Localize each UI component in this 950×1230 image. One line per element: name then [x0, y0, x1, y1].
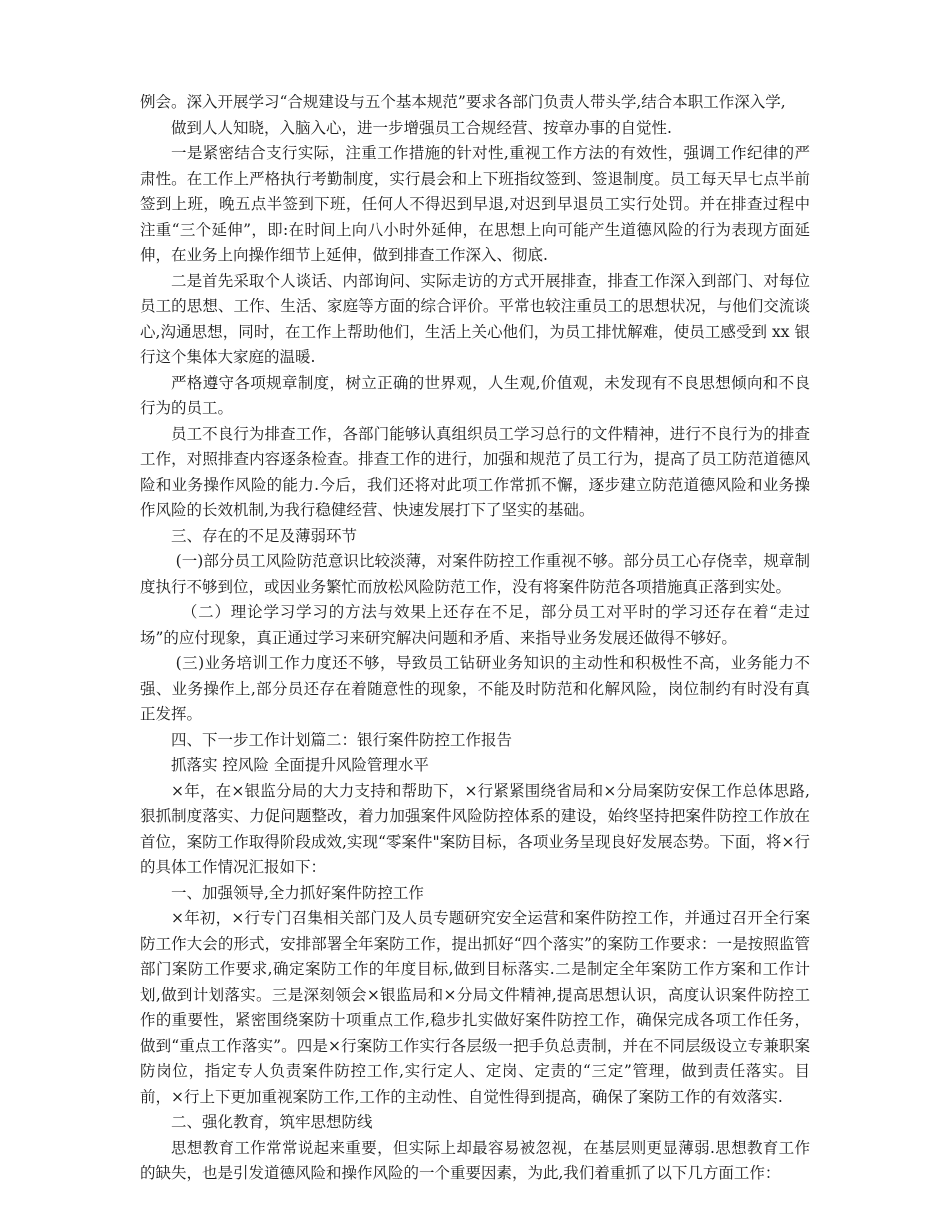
paragraph-6: 员工不良行为排查工作，各部门能够认真组织员工学习总行的文件精神，进行不良行为的排查工作，对照排查内容逐条检查。排查工作的进行，加强和规范了员工行为，提高了员工防范道德风险和业务操作风险的能力.今后，我们还将对此项工作常抓不懈，逐步建立防范道德风险和业务操作风险的长效机制,为我行稳健经营、快速发展打下了坚实的基础。: [140, 424, 810, 519]
section-heading-lead: 一、加强领导,全力抓好案件防控工作: [171, 883, 424, 902]
section-heading-3: 三、存在的不足及薄弱环节: [171, 526, 358, 545]
paragraph-lead: ×年初，×行专门召集相关部门及人员专题研究安全运营和案件防控工作，并通过召开全行案防工作大会的形式，安排部署全年案防工作，提出抓好“四个落实”的案防工作要求：一是按照监管部门案防工作要求,确定案防工作的年度目标,做到目标落实.二是制定全年案防工作方案和工作计划,做到计划落实。三是深刻领会×银监局和×分局文件精神,提高思想认识，高度认识案件防控工作的重要性，紧密围绕案防十项重点工作,稳步扎实做好案件防控工作，确保完成各项工作任务，做到“重点工作落实”。四是×行案防工作实行各层级一把手负总责制，并在不同层级设立专兼职案防岗位，指定专人负责案件防控工作,实行定人、定岗、定责的“三定”管理，做到责任落实。目前，×行上下更加重视案防工作,工作的主动性、自觉性得到提高，确保了案防工作的有效落实.: [140, 909, 810, 1106]
paragraph-weakness-1: (一)部分员工风险防范意识比较淡薄，对案件防控工作重视不够。部分员工心存侥幸，规章制度执行不够到位，或因业务繁忙而放松风险防范工作，没有将案件防范各项措施真正落到实处。: [140, 552, 810, 596]
paragraph-4: 二是首先采取个人谈话、内部询问、实际走访的方式开展排查，排查工作深入到部门、对每位员工的思想、工作、生活、家庭等方面的综合评价。平常也较注重员工的思想状况，与他们交流谈心,沟通思想，同时，在工作上帮助他们，生活上关心他们，为员工排忧解难，使员工感受到 xx 银行这个集体大家庭的温暖.: [140, 271, 810, 366]
section-heading-4: 四、下一步工作计划篇二：银行案件防控工作报告: [171, 730, 513, 749]
paragraph-1: 例会。深入开展学习“合规建设与五个基本规范”要求各部门负责人带头学,结合本职工作深入学,: [140, 93, 786, 111]
paragraph-2: 做到人人知晓，入脑入心，进一步增强员工合规经营、按章办事的自觉性.: [171, 118, 672, 137]
paragraph-weakness-3: (三)业务培训工作力度还不够，导致员工钻研业务知识的主动性和积极性不高，业务能力不强、业务操作上,部分员还存在着随意性的现象，不能及时防范和化解风险，岗位制约有时没有真正发挥。: [140, 654, 810, 723]
paragraph-intro: ×年，在×银监分局的大力支持和帮助下，×行紧紧围绕省局和×分局案防安保工作总体思路,狠抓制度落实、力促问题整改，着力加强案件风险防控体系的建设，始终坚持把案件防控工作放在首位，案防工作取得阶段成效,实现“零案件"案防目标，各项业务呈现良好发展态势。下面，将×行的具体工作情况汇报如下：: [140, 781, 810, 876]
paragraph-3: 一是紧密结合支行实际，注重工作措施的针对性,重视工作方法的有效性，强调工作纪律的严肃性。在工作上严格执行考勤制度，实行晨会和上下班指纹签到、签退制度。员工每天早七点半前签到上班，晚五点半签到下班，任何人不得迟到早退,对迟到早退员工实行处罚。并在排查过程中注重“三个延伸”，即:在时间上向八小时外延伸，在思想上向可能产生道德风险的行为表现方面延伸，在业务上向操作细节上延伸，做到排查工作深入、彻底.: [140, 144, 810, 264]
document-page: [140, 90, 810, 1187]
paragraph-5: 严格遵守各项规章制度，树立正确的世界观，人生观,价值观，未发现有不良思想倾向和不良行为的员工。: [140, 373, 810, 417]
paragraph-weakness-2: （二）理论学习学习的方法与效果上还存在不足，部分员工对平时的学习还存在着“走过场”的应付现象，真正通过学习来研究解决问题和矛盾、来指导业务发展还做得不够好。: [140, 603, 810, 647]
paragraph-education: 思想教育工作常常说起来重要，但实际上却最容易被忽视，在基层则更显薄弱.思想教育工作的缺失，也是引发道德风险和操作风险的一个重要因素，为此,我们着重抓了以下几方面工作：: [140, 1138, 810, 1182]
report-subtitle: 抓落实 控风险 全面提升风险管理水平: [171, 756, 429, 774]
section-heading-education: 二、强化教育，筑牢思想防线: [171, 1113, 373, 1131]
